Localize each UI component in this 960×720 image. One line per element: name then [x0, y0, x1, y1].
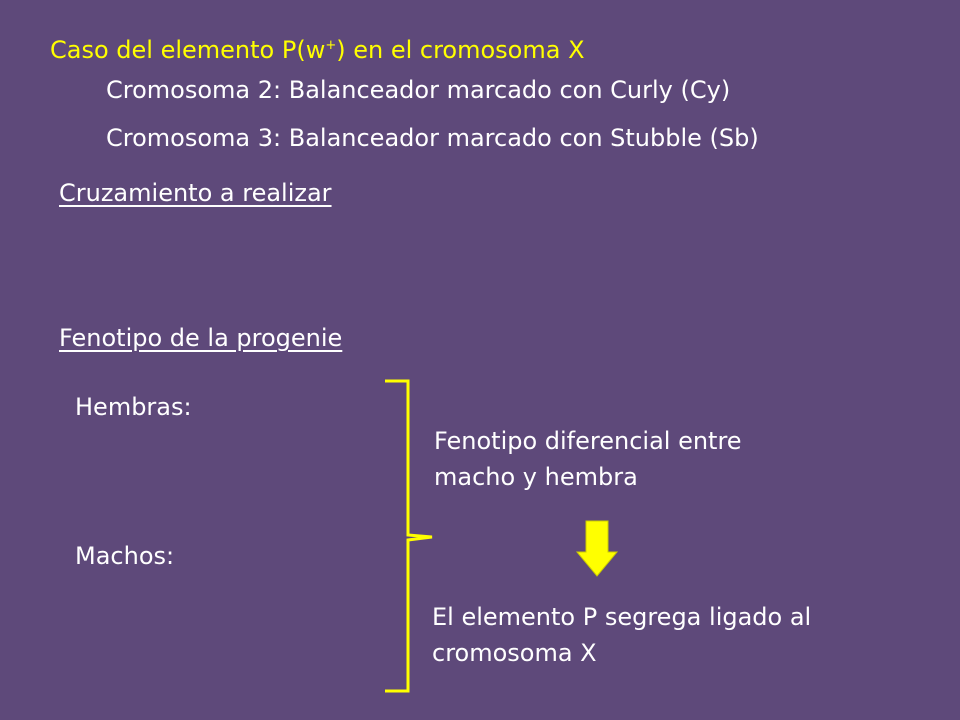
- chromosome-2-line: Cromosoma 2: Balanceador marcado con Curly (Cy): [106, 76, 731, 104]
- differential-phenotype-text: Fenotipo diferencial entre macho y hembra: [434, 427, 742, 491]
- title-main: Caso del elemento P(w: [50, 36, 326, 64]
- progeny-heading: Fenotipo de la progenie: [59, 324, 343, 352]
- females-label: Hembras:: [75, 393, 192, 421]
- arrow-down-icon: [577, 521, 617, 576]
- cross-heading: Cruzamiento a realizar: [59, 179, 332, 207]
- males-label: Machos:: [75, 542, 175, 570]
- conclusion-text: El elemento P segrega ligado al cromosoma X: [432, 603, 812, 667]
- brace-icon: [385, 381, 432, 691]
- title-rest: ) en el cromosoma X: [336, 36, 585, 64]
- title-superscript: +: [325, 38, 337, 53]
- chromosome-3-line: Cromosoma 3: Balanceador marcado con Stubble (Sb): [106, 124, 759, 152]
